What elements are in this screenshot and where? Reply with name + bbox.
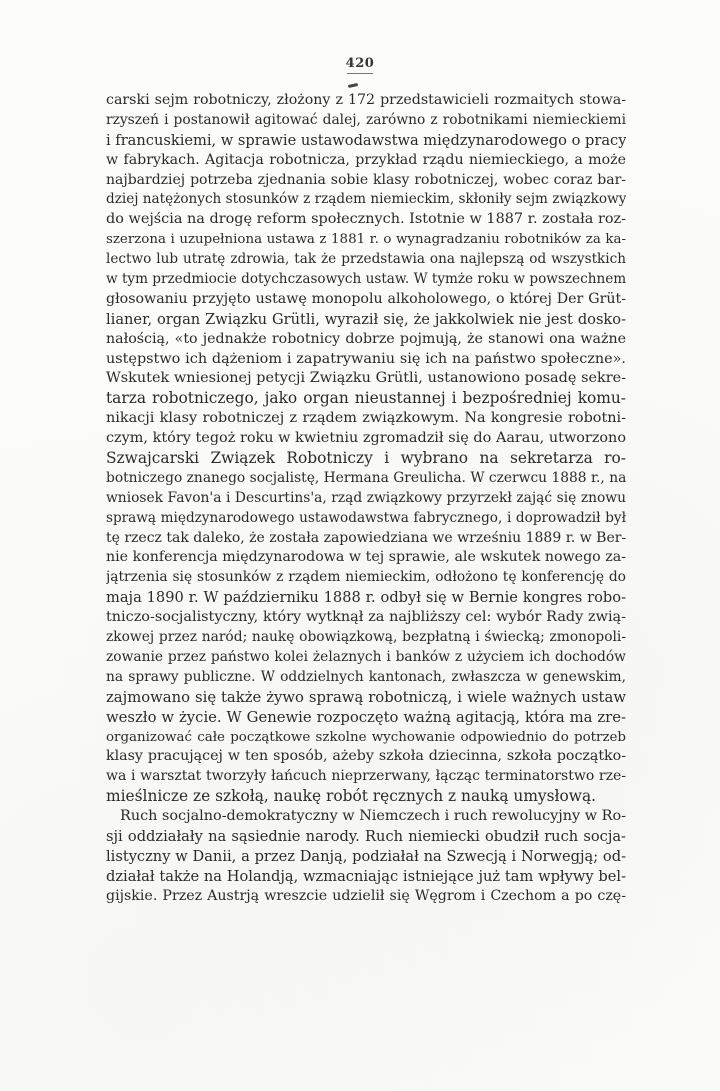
text-line: sprawą międzynarodowego ustawodawstwa fabrycznego, i doprowadził był [106, 509, 626, 526]
text-line: rzyszeń i postanowił agitować dalej, zarówno z robotnikami niemieckiemi [106, 111, 626, 128]
text-line: carski sejm robotniczy, złożony z 172 przedstawicieli rozmaitych stowa- [106, 92, 626, 108]
ink-mark [348, 83, 358, 88]
text-line: sji oddziałały na sąsiednie narody. Ruch niemiecki obudził ruch socja- [106, 827, 626, 845]
text-line: na sprawy publiczne. W oddzielnych kantonach, zwłaszcza w genewskim, [106, 668, 626, 685]
text-line: gijskie. Przez Austrją wreszcie udzielił się Węgrom i Czechom a po czę- [106, 887, 626, 904]
text-line: tę rzecz tak daleko, że została zapowiedziana we wrześniu 1889 r. w Ber- [106, 529, 626, 546]
text-line: weszło w życie. W Genewie rozpoczęto ważną agitacją, która ma zre- [106, 708, 626, 726]
text-line: w fabrykach. Agitacja robotnicza, przykład rządu niemieckiego, a może [106, 151, 626, 168]
text-line: Wskutek wniesionej petycji Związku Grütli, ustanowiono posadę sekre- [106, 370, 626, 387]
text-line: lianer, organ Związku Grütli, wyraził się, że jakkolwiek nie jest dosko- [106, 310, 626, 328]
text-line: najbardziej potrzeba zjednania sobie klasy robotniczej, wobec coraz bar- [106, 171, 626, 188]
text-line: Szwajcarski Związek Robotniczy i wybrano na sekretarza ro- [106, 449, 626, 468]
text-line: botniczego znanego socjalistę, Hermana Greulicha. W czerwcu 1888 r., na [106, 469, 626, 486]
text-line: nałością, «to jednakże robotnicy dobrze pojmują, że stanowi ona ważne [106, 330, 626, 347]
text-line: nie konferencja międzynarodowa w tej sprawie, ale wskutek nowego za- [106, 549, 626, 566]
text-line: zowanie przez państwo kolei żelaznych i banków z użyciem ich dochodów [106, 648, 626, 665]
text-line: szerzona i uzupełniona ustawa z 1881 r. o wynagradzaniu robotników za ka- [106, 232, 626, 248]
body-text [106, 91, 626, 907]
text-line: zajmowano się także żywo sprawą robotniczą, i wiele ważnych ustaw [106, 688, 626, 706]
text-line: dziej natężonych stosunków z rządem niemieckim, skłoniły sejm związkowy [106, 191, 626, 208]
text-line: maja 1890 r. W październiku 1888 r. odbył się w Bernie kongres robo- [106, 589, 626, 607]
text-line: czym, który tegoż roku w kwietniu zgromadził się do Aarau, utworzono [106, 430, 626, 447]
text-line: głosowaniu przyjęto ustawę monopolu alkoholowego, o której Der Grüt- [106, 290, 626, 307]
text-line: do wejścia na drogę reform społecznych. Istotnie w 1887 r. została roz- [106, 211, 626, 228]
text-line: klasy pracującej w ten sposób, ażeby szkoła dziecinna, szkoła początko- [106, 748, 626, 765]
text-line: zkowej przez naród; naukę obowiązkową, bezpłatną i świecką; zmonopoli- [106, 629, 626, 646]
text-line: Ruch socjalno-demokratyczny w Niemczech i ruch rewolucyjny w Ro- [120, 808, 626, 825]
text-line: tniczo-socjalistyczny, który wytknął za najbliższy cel: wybór Rady zwią- [106, 609, 626, 626]
text-line: działał także na Holandją, wzmacniając istniejące już tam wpływy bel- [106, 867, 626, 885]
page-number: 420 [0, 56, 720, 74]
text-line: wniosek Favon'a i Descurtins'a, rząd związkowy przyrzekł zająć się znowu [106, 489, 626, 506]
text-line: organizować całe początkowe szkolne wychowanie odpowiednio do potrzeb [106, 729, 626, 745]
text-line: wa i warsztat tworzyły łańcuch nieprzerwany, łącząc terminatorstwo rze- [106, 768, 626, 785]
text-line: listyczny w Danii, a przez Danją, podziałał na Szwecją i Norwegją; od- [106, 847, 626, 865]
text-line: jątrzenia się stosunków z rządem niemieckim, odłożono tę konferencję do [106, 569, 626, 586]
text-line: i francuskiemi, w sprawie ustawodawstwa międzynarodowego o pracy [106, 131, 626, 149]
text-line: mieślnicze ze szkołą, naukę robót ręcznych z nauką umysłową. [106, 787, 597, 806]
text-line: w tym przedmiocie dotychczasowych ustaw. W tymże roku w powszechnem [106, 271, 626, 288]
text-line: nikacji klasy robotniczej z rządem związkowym. Na kongresie robotni- [106, 410, 626, 427]
text-line: tarza robotniczego, jako organ nieustannej i bezpośredniej komu- [106, 389, 626, 408]
text-line: lectwo lub utratę zdrowia, tak że przedstawia ona najlepszą od wszystkich [106, 251, 626, 268]
text-line: ustępstwo ich dążeniom i zapatrywaniu się ich na państwo społeczne». [106, 350, 626, 367]
